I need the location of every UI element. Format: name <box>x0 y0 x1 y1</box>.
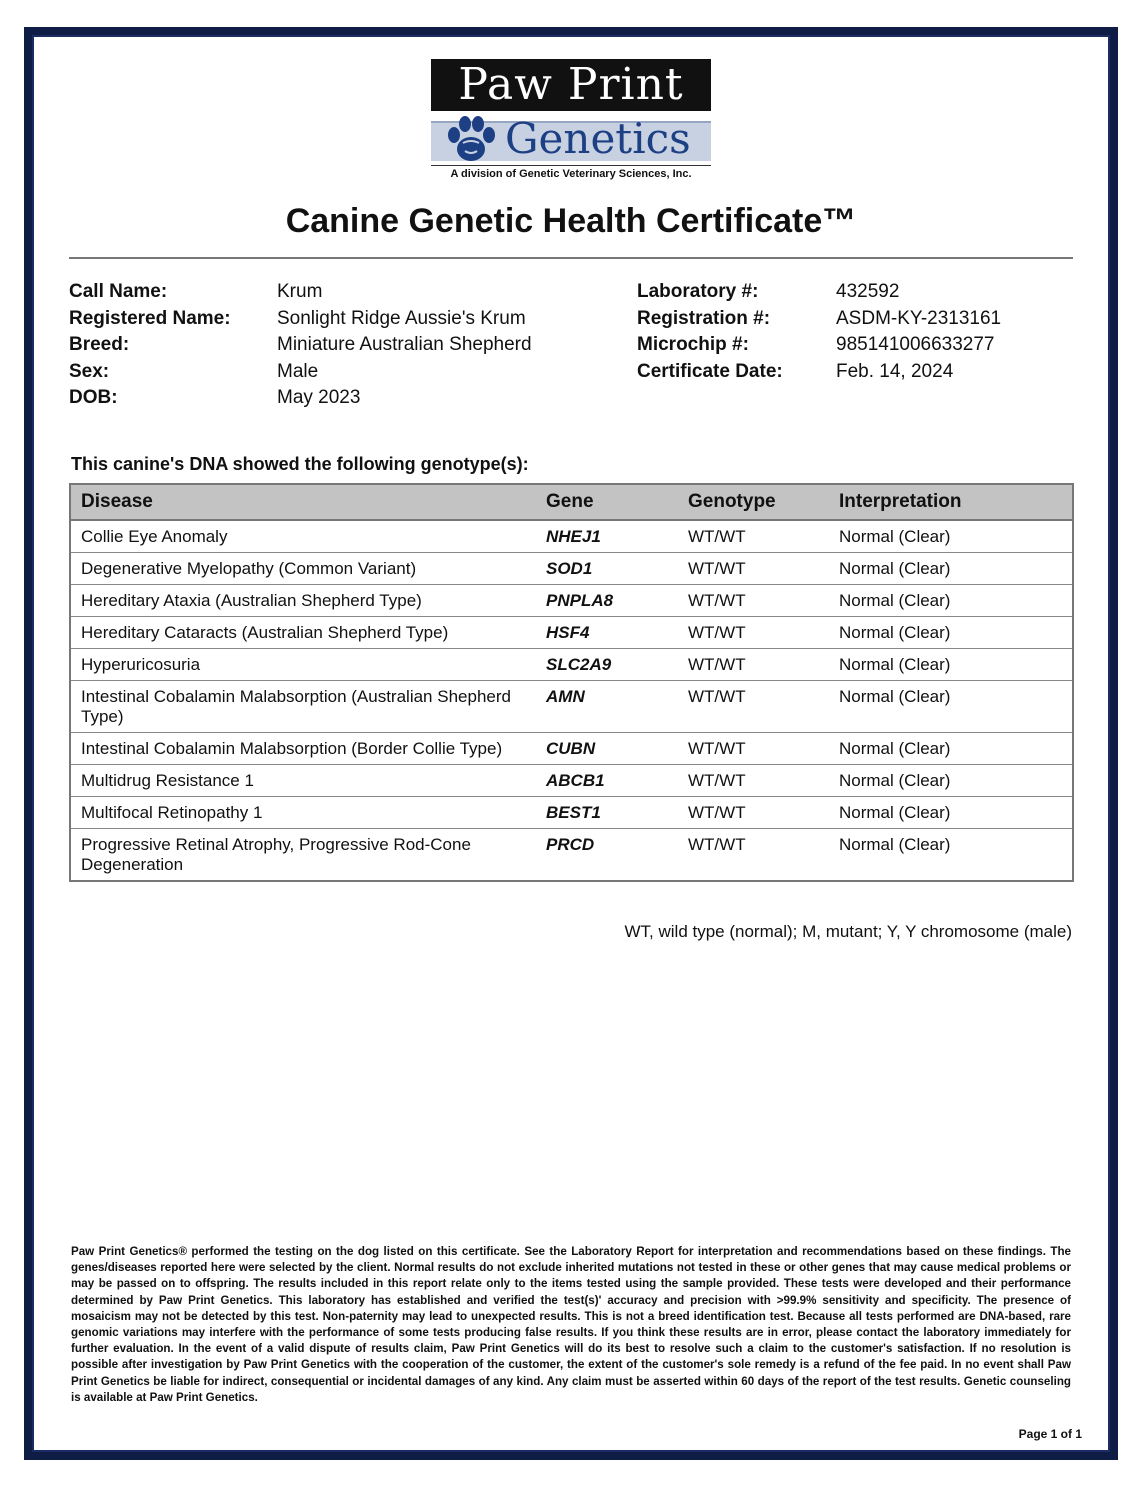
genotype-heading: This canine's DNA showed the following genotype(s): <box>71 454 529 474</box>
cell-disease: Multifocal Retinopathy 1 <box>70 797 536 829</box>
cell-interpretation: Normal (Clear) <box>829 585 1073 617</box>
info-value: May 2023 <box>277 387 361 408</box>
cell-gene: SOD1 <box>536 553 678 585</box>
cell-disease: Multidrug Resistance 1 <box>70 765 536 797</box>
info-value: 432592 <box>836 281 900 302</box>
page-number: Page 1 of 1 <box>1018 1427 1082 1441</box>
cell-disease: Hereditary Ataxia (Australian Shepherd Type) <box>70 585 536 617</box>
table-row <box>70 829 1073 882</box>
table-header-row <box>70 484 1073 520</box>
table-row <box>70 733 1073 765</box>
info-row-registration <box>637 306 1001 333</box>
paw-print-genetics-logo <box>431 59 711 183</box>
cell-gene: ABCB1 <box>536 765 678 797</box>
info-value: Feb. 14, 2024 <box>836 360 954 382</box>
info-value: Miniature Australian Shepherd <box>277 334 532 355</box>
cell-interpretation: Normal (Clear) <box>829 649 1073 681</box>
info-row-call-name <box>69 279 532 306</box>
cell-interpretation: Normal (Clear) <box>829 553 1073 585</box>
info-label: DOB: <box>69 387 118 408</box>
table-row <box>70 520 1073 553</box>
cell-genotype: WT/WT <box>678 585 829 617</box>
cell-genotype: WT/WT <box>678 520 829 553</box>
cell-disease: Hereditary Cataracts (Australian Shepherd Type) <box>70 617 536 649</box>
cell-interpretation: Normal (Clear) <box>829 733 1073 765</box>
info-label: Breed: <box>69 334 130 355</box>
cell-gene: CUBN <box>536 733 678 765</box>
cell-interpretation: Normal (Clear) <box>829 681 1073 733</box>
info-value: 985141006633277 <box>836 334 995 355</box>
cell-interpretation: Normal (Clear) <box>829 520 1073 553</box>
cell-genotype: WT/WT <box>678 733 829 765</box>
info-label: Call Name: <box>69 281 168 302</box>
info-row-certificate-date <box>637 359 1001 386</box>
table-row <box>70 765 1073 797</box>
dog-info-right <box>637 279 1001 385</box>
info-label: Microchip #: <box>637 334 749 355</box>
info-value: ASDM-KY-2313161 <box>836 307 1002 329</box>
dog-info-left <box>69 279 532 412</box>
cell-gene: PNPLA8 <box>536 585 678 617</box>
header-interpretation: Interpretation <box>829 484 1073 520</box>
table-row <box>70 617 1073 649</box>
logo-wordmark-bottom <box>431 113 711 165</box>
cell-interpretation: Normal (Clear) <box>829 829 1073 882</box>
cell-genotype: WT/WT <box>678 617 829 649</box>
header-genotype: Genotype <box>678 484 829 520</box>
cell-gene: SLC2A9 <box>536 649 678 681</box>
cell-gene: AMN <box>536 681 678 733</box>
genotype-legend-note: WT, wild type (normal); M, mutant; Y, Y chromosome (male) <box>624 922 1072 941</box>
info-value: Sonlight Ridge Aussie's Krum <box>277 307 526 329</box>
cell-disease: Intestinal Cobalamin Malabsorption (Australian Shepherd Type) <box>70 681 536 733</box>
cell-genotype: WT/WT <box>678 765 829 797</box>
info-label: Sex: <box>69 360 110 382</box>
cell-genotype: WT/WT <box>678 649 829 681</box>
cell-genotype: WT/WT <box>678 797 829 829</box>
title-divider <box>69 257 1073 259</box>
paw-print-icon <box>441 113 501 167</box>
table-row <box>70 681 1073 733</box>
info-row-microchip <box>637 332 1001 359</box>
page-title: Canine Genetic Health Certificate™ <box>285 202 857 240</box>
info-label: Certificate Date: <box>637 360 783 382</box>
cell-interpretation: Normal (Clear) <box>829 617 1073 649</box>
cell-interpretation: Normal (Clear) <box>829 765 1073 797</box>
info-value: Male <box>277 360 319 382</box>
info-row-registered-name <box>69 306 532 333</box>
disclaimer-text: Paw Print Genetics® performed the testing on the dog listed on this certificate. See the Laboratory Report for interpretation and recommendations based on these findings. The genes/diseases reported here were selected by the client. Normal results do not exclude inherited mutations not tested in these or other genes that may cause medical problems or may be passed on to offspring. The results included in this report relate only to the items tested using the sample provided. These tests were developed and their performance determined by Paw Print Genetics. This laboratory has established and verified the test(s)' accuracy and precision with >99.9% sensitivity and specificity. The presence of mosaicism may not be detected by this test. Non-paternity may lead to unexpected results. This is not a breed identification test. Because all tests performed are DNA-based, rare genomic variations may interfere with the performance of some tests producing false results. If you think these results are in error, please contact the laboratory immediately for further evaluation. In the event of a valid dispute of results claim, Paw Print Genetics will do its best to resolve such a claim to the customer's satisfaction. If no resolution is possible after investigation by Paw Print Genetics with the cooperation of the customer, the extent of the customer's sole remedy is a refund of the fee paid. In no event shall Paw Print Genetics be liable for indirect, consequential or incidental damages of any kind. Any claim must be asserted within 60 days of the report of the test results. Genetic counseling is available at Paw Print Genetics. <box>71 1245 1071 1404</box>
cell-gene: PRCD <box>536 829 678 882</box>
table-row <box>70 553 1073 585</box>
info-value: Krum <box>277 281 323 302</box>
info-label: Registered Name: <box>69 307 231 329</box>
info-row-laboratory <box>637 279 1001 306</box>
cell-disease: Collie Eye Anomaly <box>70 520 536 553</box>
cell-gene: HSF4 <box>536 617 678 649</box>
logo-wordmark-top: Paw Print <box>431 59 711 111</box>
cell-disease: Progressive Retinal Atrophy, Progressive Rod-Cone Degeneration <box>70 829 536 882</box>
cell-gene: NHEJ1 <box>536 520 678 553</box>
cell-disease: Hyperuricosuria <box>70 649 536 681</box>
cell-gene: BEST1 <box>536 797 678 829</box>
info-row-dob <box>69 385 532 412</box>
info-label: Registration #: <box>637 307 771 329</box>
cell-disease: Degenerative Myelopathy (Common Variant) <box>70 553 536 585</box>
cell-disease: Intestinal Cobalamin Malabsorption (Border Collie Type) <box>70 733 536 765</box>
cell-interpretation: Normal (Clear) <box>829 797 1073 829</box>
cell-genotype: WT/WT <box>678 681 829 733</box>
header-disease: Disease <box>70 484 536 520</box>
info-row-sex <box>69 359 532 386</box>
info-label: Laboratory #: <box>637 281 759 302</box>
cell-genotype: WT/WT <box>678 553 829 585</box>
info-row-breed <box>69 332 532 359</box>
logo-genetics-text: Genetics <box>505 114 691 163</box>
table-row <box>70 797 1073 829</box>
logo-subtitle: A division of Genetic Veterinary Sciences, Inc. <box>431 165 711 180</box>
table-row <box>70 585 1073 617</box>
header-gene: Gene <box>536 484 678 520</box>
table-row <box>70 649 1073 681</box>
cell-genotype: WT/WT <box>678 829 829 882</box>
genotype-table <box>69 483 1074 882</box>
